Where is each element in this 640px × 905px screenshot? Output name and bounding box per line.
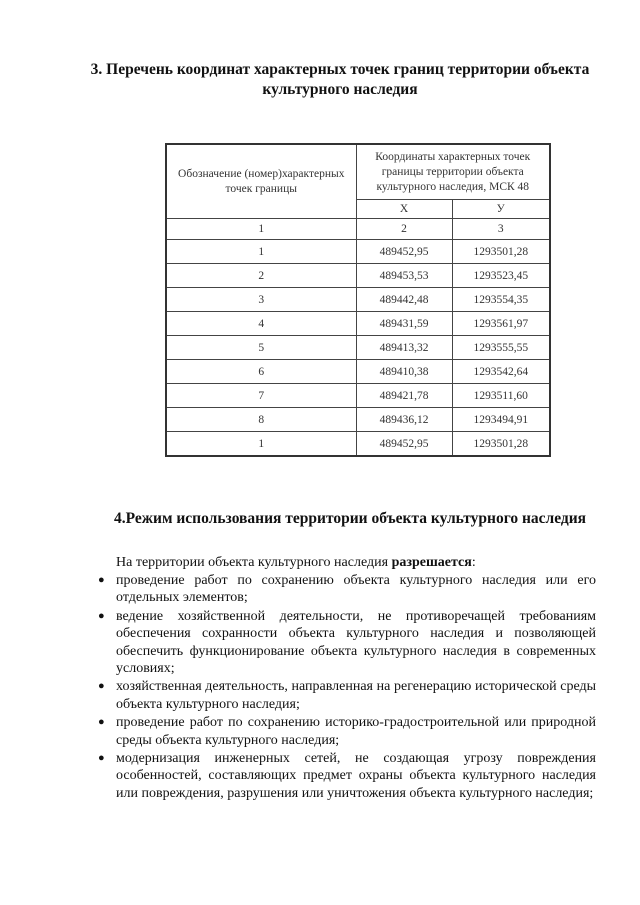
table-row (166, 408, 550, 432)
point-y: 1293555,55 (452, 336, 550, 360)
point-x: 489413,32 (356, 336, 452, 360)
point-x: 489452,95 (356, 240, 452, 264)
bullet-icon: ● (98, 716, 105, 729)
point-number: 5 (166, 336, 356, 360)
point-number: 7 (166, 384, 356, 408)
header-index-3: 3 (452, 219, 550, 240)
point-y: 1293511,60 (452, 384, 550, 408)
table-row (166, 432, 550, 457)
point-number: 6 (166, 360, 356, 384)
point-x: 489452,95 (356, 432, 452, 457)
section-3-heading (80, 60, 600, 100)
point-number: 1 (166, 432, 356, 457)
permitted-activities-list (96, 572, 596, 803)
point-x: 489431,59 (356, 312, 452, 336)
point-x: 489421,78 (356, 384, 452, 408)
header-coordinates: Координаты характерных точек границы территории объекта культурного наследия, МСК 48 (356, 144, 550, 200)
permitted-intro-text: На территории объекта культурного наследия (116, 555, 392, 570)
point-x: 489410,38 (356, 360, 452, 384)
point-y: 1293523,45 (452, 264, 550, 288)
point-x: 489442,48 (356, 288, 452, 312)
list-item (96, 608, 596, 678)
list-item-text: модернизация инженерных сетей, не создающая угрозу повреждения особенностей, составляющих предмет охраны объекта культурного наследия или повреждения, разрушения или уничтожения объекта культурного наследия; (116, 751, 596, 801)
list-item (96, 572, 596, 607)
table-row (166, 240, 550, 264)
list-item (96, 750, 596, 802)
table-row (166, 312, 550, 336)
header-point-designation: Обозначение (номер)характерных точек границы (166, 144, 356, 219)
permitted-intro-colon: : (471, 555, 476, 570)
header-axis-x: X (356, 200, 452, 219)
table-row (166, 384, 550, 408)
section-4-heading: 4.Режим использования территории объекта культурного наследия (114, 510, 587, 527)
point-y: 1293561,97 (452, 312, 550, 336)
point-number: 4 (166, 312, 356, 336)
bullet-icon: ● (98, 609, 105, 622)
header-axis-y: У (452, 200, 550, 219)
point-y: 1293494,91 (452, 408, 550, 432)
section-3-heading-line2: культурного наследия (262, 81, 418, 98)
list-item-text: ведение хозяйственной деятельности, не противоречащей требованиям обеспечения сохранности объекта культурного наследия и позволяющей обеспечить функционирование объекта культурного наследия в современных условиях; (116, 608, 596, 677)
point-number: 3 (166, 288, 356, 312)
permitted-intro (116, 554, 596, 571)
point-number: 8 (166, 408, 356, 432)
header-index-1: 1 (166, 219, 356, 240)
point-x: 489436,12 (356, 408, 452, 432)
list-item (96, 714, 596, 749)
table-row (166, 336, 550, 360)
list-item (96, 678, 596, 713)
point-y: 1293501,28 (452, 432, 550, 457)
list-item-text: хозяйственная деятельность, направленная на регенерацию исторической среды объекта культурного наследия; (116, 679, 596, 712)
bullet-icon: ● (98, 752, 105, 765)
table-row (166, 264, 550, 288)
list-item-text: проведение работ по сохранению историко-градостроительной или природной среды объекта культурного наследия; (116, 715, 596, 748)
point-y: 1293554,35 (452, 288, 550, 312)
bullet-icon: ● (98, 680, 105, 693)
point-x: 489453,53 (356, 264, 452, 288)
table-row (166, 360, 550, 384)
section-3-heading-line1: 3. Перечень координат характерных точек границ территории объекта (90, 61, 590, 78)
point-number: 1 (166, 240, 356, 264)
coordinates-table (165, 143, 551, 457)
list-item-text: проведение работ по сохранению объекта культурного наследия или его отдельных элементов; (116, 573, 596, 606)
bullet-icon: ● (98, 574, 105, 586)
point-number: 2 (166, 264, 356, 288)
table-row (166, 288, 550, 312)
point-y: 1293542,64 (452, 360, 550, 384)
header-index-2: 2 (356, 219, 452, 240)
point-y: 1293501,28 (452, 240, 550, 264)
permitted-keyword: разрешается (391, 555, 472, 570)
